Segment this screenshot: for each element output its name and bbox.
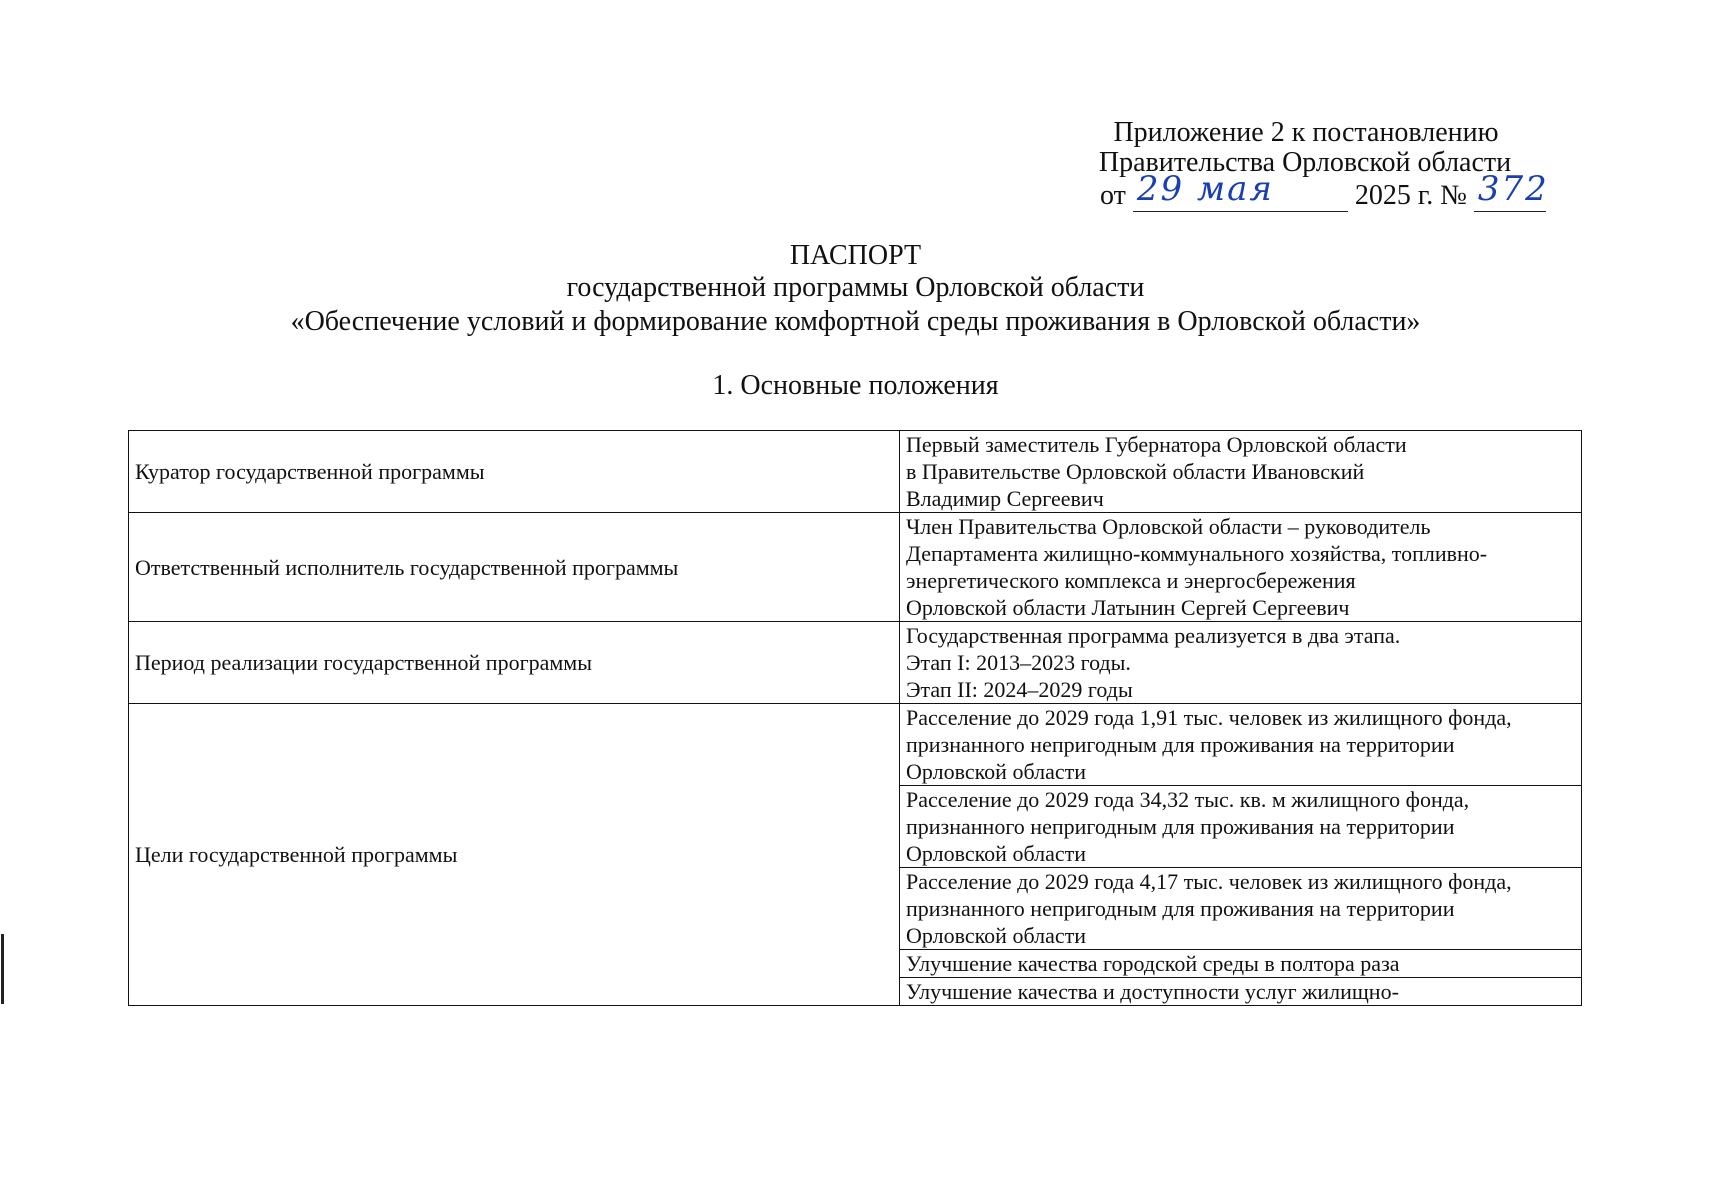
value-line: Улучшение качества городской среды в полтора раза — [906, 951, 1400, 976]
value-line: Первый заместитель Губернатора Орловской области — [906, 432, 1407, 457]
value-line: Владимир Сергеевич — [906, 486, 1104, 511]
year-number-label: 2025 г. № — [1354, 180, 1467, 211]
from-prefix: от — [1100, 180, 1126, 211]
row-value — [900, 704, 1582, 786]
value-line: Этап I: 2013–2023 годы. — [906, 650, 1131, 675]
value-line: Улучшение качества и доступности услуг жилищно- — [906, 979, 1399, 1004]
handwritten-number: 372 — [1477, 169, 1549, 209]
value-line: Орловской области — [906, 923, 1086, 948]
value-line: Орловской области — [906, 841, 1086, 866]
row-value — [900, 513, 1582, 622]
row-value — [900, 431, 1582, 513]
table-row — [129, 622, 1582, 704]
row-label: Куратор государственной программы — [129, 431, 900, 513]
value-line: Государственная программа реализуется в два этапа. — [906, 623, 1401, 648]
value-line: признанного непригодным для проживания на территории — [906, 732, 1455, 757]
table-row — [129, 431, 1582, 513]
appendix-date-line — [1100, 169, 1549, 212]
value-line: Департамента жилищно-коммунального хозяйства, топливно- — [906, 541, 1488, 566]
value-line: Этап II: 2024–2029 годы — [906, 677, 1133, 702]
value-line: признанного непригодным для проживания на территории — [906, 896, 1455, 921]
row-value — [900, 868, 1582, 950]
value-line: Расселение до 2029 года 4,17 тыс. человек из жилищного фонда, — [906, 869, 1512, 894]
row-label: Период реализации государственной программы — [129, 622, 900, 704]
date-field — [1133, 169, 1348, 212]
document-title: ПАСПОРТ — [789, 240, 922, 271]
handwritten-date: 29 мая — [1136, 169, 1274, 209]
appendix-line-1: Приложение 2 к постановлению — [1113, 117, 1499, 148]
program-name: «Обеспечение условий и формирование комфортной среды проживания в Орловской области» — [290, 306, 1421, 337]
document-subtitle: государственной программы Орловской области — [566, 272, 1145, 303]
row-label: Ответственный исполнитель государственной программы — [129, 513, 900, 622]
value-line: признанного непригодным для проживания на территории — [906, 814, 1455, 839]
row-value — [900, 978, 1582, 1006]
value-line: Расселение до 2029 года 1,91 тыс. человек из жилищного фонда, — [906, 705, 1512, 730]
number-field — [1474, 169, 1549, 212]
row-value — [900, 786, 1582, 868]
value-line: Член Правительства Орловской области – руководитель — [906, 514, 1431, 539]
passport-table — [128, 430, 1582, 1006]
row-value — [900, 622, 1582, 704]
row-value — [900, 950, 1582, 978]
row-label: Цели государственной программы — [129, 704, 900, 1006]
value-line: Орловской области — [906, 759, 1086, 784]
table-row — [129, 704, 1582, 786]
appendix-line-2: Правительства Орловской области — [1098, 147, 1512, 178]
value-line: Расселение до 2029 года 34,32 тыс. кв. м жилищного фонда, — [906, 787, 1470, 812]
value-line: энергетического комплекса и энергосбережения — [906, 568, 1356, 593]
value-line: в Правительстве Орловской области Ивановский — [906, 459, 1365, 484]
value-line: Орловской области Латынин Сергей Сергеевич — [906, 595, 1350, 620]
table-row — [129, 513, 1582, 622]
scan-margin-mark — [1, 934, 4, 1004]
section-heading: 1. Основные положения — [712, 370, 999, 401]
